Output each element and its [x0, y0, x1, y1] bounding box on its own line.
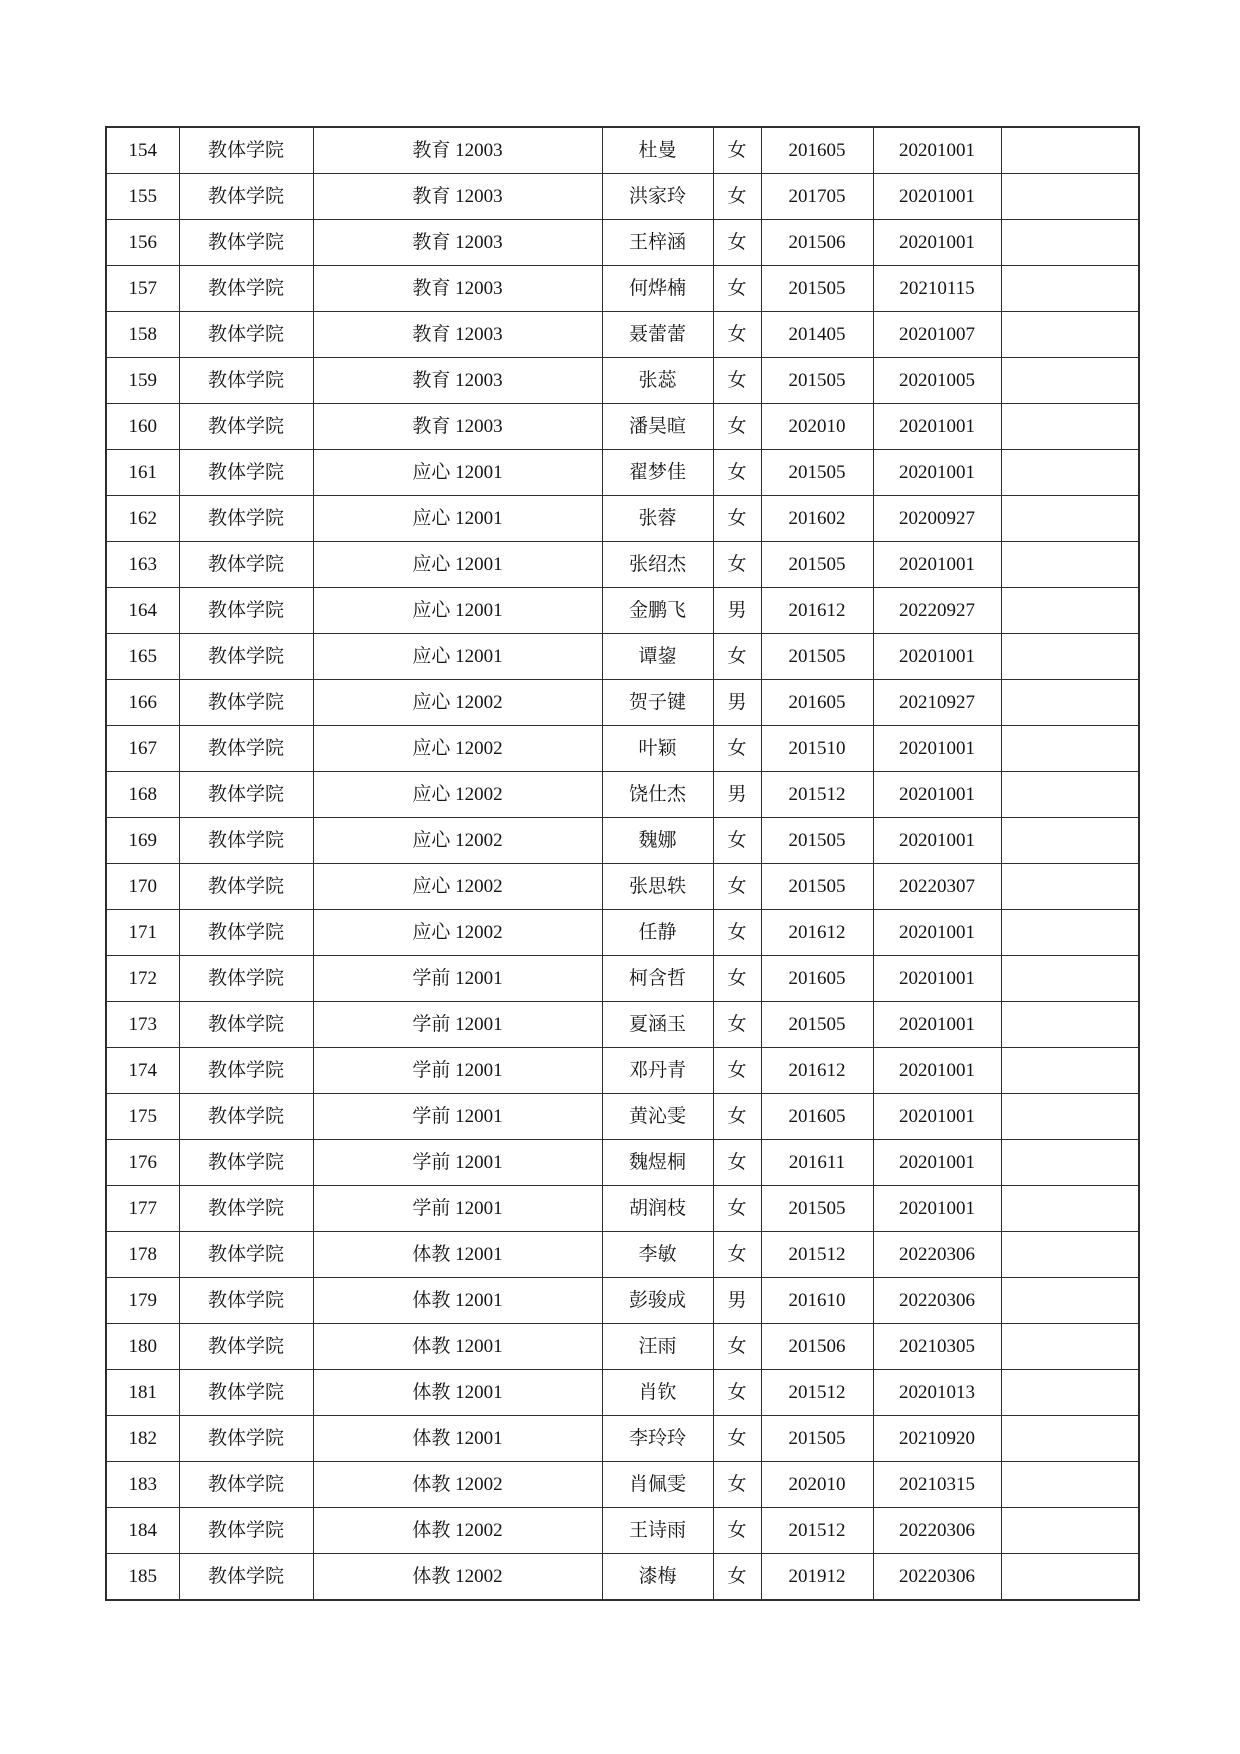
cell-gender: 女	[713, 404, 761, 450]
cell-gender: 女	[713, 1370, 761, 1416]
cell-no: 171	[106, 910, 179, 956]
cell-class-name: 教育 12003	[313, 312, 602, 358]
cell-class-name: 体教 12002	[313, 1554, 602, 1601]
table-row	[106, 127, 1139, 174]
cell-no: 175	[106, 1094, 179, 1140]
cell-date: 20220306	[873, 1232, 1001, 1278]
cell-gender: 女	[713, 450, 761, 496]
table-row	[106, 1002, 1139, 1048]
cell-name: 柯含哲	[602, 956, 713, 1002]
cell-date: 20201001	[873, 726, 1001, 772]
cell-code: 201505	[761, 542, 873, 588]
cell-class-name: 体教 12002	[313, 1462, 602, 1508]
cell-code: 201605	[761, 127, 873, 174]
cell-date: 20220306	[873, 1278, 1001, 1324]
cell-class-name: 应心 12001	[313, 496, 602, 542]
cell-college: 教体学院	[179, 496, 313, 542]
cell-date: 20201001	[873, 1186, 1001, 1232]
cell-code: 201505	[761, 450, 873, 496]
table-row	[106, 1232, 1139, 1278]
cell-no: 177	[106, 1186, 179, 1232]
cell-date: 20201005	[873, 358, 1001, 404]
table-row	[106, 1324, 1139, 1370]
cell-college: 教体学院	[179, 1554, 313, 1601]
table-row	[106, 266, 1139, 312]
table-row	[106, 726, 1139, 772]
cell-name: 魏煜桐	[602, 1140, 713, 1186]
cell-class-name: 体教 12001	[313, 1278, 602, 1324]
cell-note	[1001, 910, 1139, 956]
cell-code: 201612	[761, 588, 873, 634]
table-row	[106, 1048, 1139, 1094]
student-roster-table	[105, 126, 1140, 1601]
cell-date: 20201001	[873, 220, 1001, 266]
cell-gender: 女	[713, 1048, 761, 1094]
cell-gender: 女	[713, 634, 761, 680]
table-row	[106, 174, 1139, 220]
cell-date: 20220306	[873, 1508, 1001, 1554]
table-row	[106, 450, 1139, 496]
cell-college: 教体学院	[179, 266, 313, 312]
cell-code: 202010	[761, 404, 873, 450]
cell-code: 201512	[761, 772, 873, 818]
cell-date: 20201001	[873, 127, 1001, 174]
cell-date: 20201001	[873, 404, 1001, 450]
cell-note	[1001, 956, 1139, 1002]
table-row	[106, 588, 1139, 634]
cell-date: 20210315	[873, 1462, 1001, 1508]
cell-class-name: 体教 12001	[313, 1324, 602, 1370]
cell-date: 20220307	[873, 864, 1001, 910]
cell-date: 20201001	[873, 1048, 1001, 1094]
cell-class-name: 学前 12001	[313, 956, 602, 1002]
table-row	[106, 864, 1139, 910]
cell-note	[1001, 864, 1139, 910]
cell-college: 教体学院	[179, 542, 313, 588]
cell-gender: 男	[713, 772, 761, 818]
cell-name: 洪家玲	[602, 174, 713, 220]
cell-gender: 女	[713, 312, 761, 358]
cell-name: 夏涵玉	[602, 1002, 713, 1048]
table-row	[106, 1554, 1139, 1601]
cell-date: 20201001	[873, 174, 1001, 220]
cell-no: 184	[106, 1508, 179, 1554]
cell-no: 181	[106, 1370, 179, 1416]
cell-gender: 女	[713, 1416, 761, 1462]
cell-class-name: 教育 12003	[313, 220, 602, 266]
cell-no: 176	[106, 1140, 179, 1186]
cell-class-name: 体教 12001	[313, 1416, 602, 1462]
cell-no: 170	[106, 864, 179, 910]
cell-gender: 女	[713, 174, 761, 220]
cell-gender: 女	[713, 496, 761, 542]
cell-code: 201705	[761, 174, 873, 220]
cell-date: 20201001	[873, 450, 1001, 496]
cell-name: 何烨楠	[602, 266, 713, 312]
cell-note	[1001, 496, 1139, 542]
cell-note	[1001, 1186, 1139, 1232]
cell-college: 教体学院	[179, 1278, 313, 1324]
cell-code: 201505	[761, 1002, 873, 1048]
cell-code: 202010	[761, 1462, 873, 1508]
cell-date: 20201001	[873, 910, 1001, 956]
table-row	[106, 404, 1139, 450]
table-row	[106, 1462, 1139, 1508]
cell-note	[1001, 1140, 1139, 1186]
cell-college: 教体学院	[179, 1416, 313, 1462]
cell-no: 185	[106, 1554, 179, 1601]
cell-class-name: 应心 12001	[313, 634, 602, 680]
cell-class-name: 教育 12003	[313, 174, 602, 220]
cell-name: 王梓涵	[602, 220, 713, 266]
cell-gender: 女	[713, 266, 761, 312]
cell-no: 178	[106, 1232, 179, 1278]
cell-college: 教体学院	[179, 358, 313, 404]
cell-code: 201512	[761, 1370, 873, 1416]
cell-code: 201605	[761, 680, 873, 726]
cell-college: 教体学院	[179, 1370, 313, 1416]
cell-name: 金鹏飞	[602, 588, 713, 634]
cell-code: 201505	[761, 864, 873, 910]
cell-class-name: 教育 12003	[313, 266, 602, 312]
cell-note	[1001, 1232, 1139, 1278]
cell-no: 169	[106, 818, 179, 864]
cell-gender: 女	[713, 910, 761, 956]
cell-no: 155	[106, 174, 179, 220]
cell-gender: 女	[713, 818, 761, 864]
cell-class-name: 学前 12001	[313, 1048, 602, 1094]
cell-no: 174	[106, 1048, 179, 1094]
cell-code: 201611	[761, 1140, 873, 1186]
table-row	[106, 312, 1139, 358]
table-row	[106, 542, 1139, 588]
cell-date: 20201013	[873, 1370, 1001, 1416]
cell-no: 183	[106, 1462, 179, 1508]
cell-note	[1001, 1324, 1139, 1370]
cell-code: 201605	[761, 956, 873, 1002]
cell-name: 杜曼	[602, 127, 713, 174]
table-row	[106, 1140, 1139, 1186]
cell-note	[1001, 1002, 1139, 1048]
cell-note	[1001, 266, 1139, 312]
cell-college: 教体学院	[179, 772, 313, 818]
cell-college: 教体学院	[179, 680, 313, 726]
cell-no: 162	[106, 496, 179, 542]
table-row	[106, 358, 1139, 404]
cell-class-name: 体教 12002	[313, 1508, 602, 1554]
cell-date: 20201001	[873, 1094, 1001, 1140]
cell-class-name: 应心 12001	[313, 542, 602, 588]
cell-gender: 女	[713, 127, 761, 174]
cell-no: 158	[106, 312, 179, 358]
cell-name: 张绍杰	[602, 542, 713, 588]
cell-code: 201612	[761, 910, 873, 956]
cell-code: 201405	[761, 312, 873, 358]
cell-class-name: 应心 12002	[313, 680, 602, 726]
cell-no: 159	[106, 358, 179, 404]
cell-name: 谭鋆	[602, 634, 713, 680]
cell-gender: 男	[713, 1278, 761, 1324]
cell-date: 20201001	[873, 1002, 1001, 1048]
cell-note	[1001, 1416, 1139, 1462]
cell-code: 201912	[761, 1554, 873, 1601]
cell-gender: 女	[713, 1462, 761, 1508]
cell-code: 201505	[761, 266, 873, 312]
cell-note	[1001, 588, 1139, 634]
cell-note	[1001, 1554, 1139, 1601]
cell-college: 教体学院	[179, 1048, 313, 1094]
cell-college: 教体学院	[179, 910, 313, 956]
cell-class-name: 教育 12003	[313, 404, 602, 450]
cell-college: 教体学院	[179, 1508, 313, 1554]
cell-gender: 女	[713, 358, 761, 404]
cell-college: 教体学院	[179, 127, 313, 174]
cell-no: 161	[106, 450, 179, 496]
cell-gender: 女	[713, 1094, 761, 1140]
cell-class-name: 体教 12001	[313, 1232, 602, 1278]
cell-gender: 女	[713, 726, 761, 772]
cell-note	[1001, 726, 1139, 772]
cell-no: 167	[106, 726, 179, 772]
cell-class-name: 应心 12002	[313, 818, 602, 864]
cell-name: 肖钦	[602, 1370, 713, 1416]
cell-note	[1001, 680, 1139, 726]
cell-note	[1001, 127, 1139, 174]
cell-college: 教体学院	[179, 1232, 313, 1278]
cell-college: 教体学院	[179, 1462, 313, 1508]
cell-class-name: 学前 12001	[313, 1186, 602, 1232]
table-row	[106, 1508, 1139, 1554]
cell-code: 201505	[761, 1186, 873, 1232]
table-row	[106, 1370, 1139, 1416]
cell-college: 教体学院	[179, 1186, 313, 1232]
cell-note	[1001, 1462, 1139, 1508]
cell-no: 157	[106, 266, 179, 312]
cell-name: 汪雨	[602, 1324, 713, 1370]
cell-college: 教体学院	[179, 864, 313, 910]
cell-name: 黄沁雯	[602, 1094, 713, 1140]
cell-name: 肖佩雯	[602, 1462, 713, 1508]
cell-name: 李玲玲	[602, 1416, 713, 1462]
cell-date: 20210115	[873, 266, 1001, 312]
cell-date: 20220306	[873, 1554, 1001, 1601]
cell-college: 教体学院	[179, 1140, 313, 1186]
cell-gender: 女	[713, 220, 761, 266]
cell-class-name: 教育 12003	[313, 358, 602, 404]
table-row	[106, 1094, 1139, 1140]
cell-college: 教体学院	[179, 726, 313, 772]
cell-college: 教体学院	[179, 956, 313, 1002]
cell-name: 叶颖	[602, 726, 713, 772]
cell-gender: 女	[713, 1232, 761, 1278]
cell-gender: 女	[713, 1324, 761, 1370]
cell-no: 172	[106, 956, 179, 1002]
cell-name: 张蕊	[602, 358, 713, 404]
cell-date: 20210305	[873, 1324, 1001, 1370]
table-row	[106, 680, 1139, 726]
cell-no: 156	[106, 220, 179, 266]
table-row	[106, 1186, 1139, 1232]
cell-college: 教体学院	[179, 312, 313, 358]
cell-note	[1001, 220, 1139, 266]
cell-note	[1001, 1508, 1139, 1554]
cell-gender: 女	[713, 542, 761, 588]
cell-code: 201505	[761, 818, 873, 864]
cell-code: 201512	[761, 1508, 873, 1554]
cell-name: 张思轶	[602, 864, 713, 910]
cell-no: 154	[106, 127, 179, 174]
cell-no: 160	[106, 404, 179, 450]
cell-name: 饶仕杰	[602, 772, 713, 818]
cell-class-name: 学前 12001	[313, 1002, 602, 1048]
cell-note	[1001, 818, 1139, 864]
cell-gender: 女	[713, 1140, 761, 1186]
cell-code: 201612	[761, 1048, 873, 1094]
cell-name: 翟梦佳	[602, 450, 713, 496]
cell-college: 教体学院	[179, 450, 313, 496]
cell-no: 179	[106, 1278, 179, 1324]
cell-college: 教体学院	[179, 1002, 313, 1048]
cell-date: 20220927	[873, 588, 1001, 634]
cell-note	[1001, 1370, 1139, 1416]
cell-note	[1001, 542, 1139, 588]
cell-date: 20201001	[873, 634, 1001, 680]
cell-code: 201610	[761, 1278, 873, 1324]
cell-note	[1001, 450, 1139, 496]
cell-name: 彭骏成	[602, 1278, 713, 1324]
cell-class-name: 学前 12001	[313, 1094, 602, 1140]
table-row	[106, 634, 1139, 680]
cell-code: 201506	[761, 220, 873, 266]
cell-code: 201512	[761, 1232, 873, 1278]
cell-no: 180	[106, 1324, 179, 1370]
cell-no: 173	[106, 1002, 179, 1048]
cell-gender: 女	[713, 956, 761, 1002]
cell-college: 教体学院	[179, 634, 313, 680]
cell-date: 20201001	[873, 956, 1001, 1002]
cell-college: 教体学院	[179, 818, 313, 864]
cell-code: 201510	[761, 726, 873, 772]
cell-code: 201602	[761, 496, 873, 542]
cell-note	[1001, 1094, 1139, 1140]
cell-no: 166	[106, 680, 179, 726]
table-body	[106, 127, 1139, 1600]
table-row	[106, 910, 1139, 956]
cell-class-name: 学前 12001	[313, 1140, 602, 1186]
cell-no: 164	[106, 588, 179, 634]
table-row	[106, 496, 1139, 542]
cell-class-name: 体教 12001	[313, 1370, 602, 1416]
cell-name: 任静	[602, 910, 713, 956]
cell-college: 教体学院	[179, 174, 313, 220]
cell-date: 20200927	[873, 496, 1001, 542]
cell-note	[1001, 1048, 1139, 1094]
cell-name: 邓丹青	[602, 1048, 713, 1094]
table-row	[106, 818, 1139, 864]
table-row	[106, 1278, 1139, 1324]
cell-code: 201605	[761, 1094, 873, 1140]
cell-college: 教体学院	[179, 404, 313, 450]
cell-gender: 女	[713, 1186, 761, 1232]
cell-class-name: 教育 12003	[313, 127, 602, 174]
cell-name: 潘昊暄	[602, 404, 713, 450]
cell-note	[1001, 358, 1139, 404]
cell-date: 20201001	[873, 772, 1001, 818]
cell-college: 教体学院	[179, 588, 313, 634]
cell-note	[1001, 1278, 1139, 1324]
table-row	[106, 220, 1139, 266]
cell-no: 168	[106, 772, 179, 818]
cell-college: 教体学院	[179, 1094, 313, 1140]
cell-name: 王诗雨	[602, 1508, 713, 1554]
cell-name: 李敏	[602, 1232, 713, 1278]
cell-note	[1001, 634, 1139, 680]
cell-class-name: 应心 12002	[313, 910, 602, 956]
cell-code: 201506	[761, 1324, 873, 1370]
cell-date: 20201001	[873, 1140, 1001, 1186]
cell-date: 20201007	[873, 312, 1001, 358]
cell-note	[1001, 312, 1139, 358]
cell-note	[1001, 174, 1139, 220]
cell-code: 201505	[761, 634, 873, 680]
cell-gender: 女	[713, 864, 761, 910]
table-row	[106, 772, 1139, 818]
cell-name: 聂蕾蕾	[602, 312, 713, 358]
cell-no: 165	[106, 634, 179, 680]
cell-date: 20210927	[873, 680, 1001, 726]
cell-class-name: 应心 12001	[313, 588, 602, 634]
cell-name: 张蓉	[602, 496, 713, 542]
cell-name: 胡润枝	[602, 1186, 713, 1232]
cell-date: 20201001	[873, 818, 1001, 864]
table-row	[106, 1416, 1139, 1462]
cell-date: 20210920	[873, 1416, 1001, 1462]
cell-gender: 男	[713, 588, 761, 634]
cell-no: 163	[106, 542, 179, 588]
cell-date: 20201001	[873, 542, 1001, 588]
cell-college: 教体学院	[179, 220, 313, 266]
cell-name: 贺子键	[602, 680, 713, 726]
cell-name: 漆梅	[602, 1554, 713, 1601]
cell-code: 201505	[761, 1416, 873, 1462]
cell-gender: 男	[713, 680, 761, 726]
cell-gender: 女	[713, 1554, 761, 1601]
cell-college: 教体学院	[179, 1324, 313, 1370]
cell-name: 魏娜	[602, 818, 713, 864]
cell-note	[1001, 772, 1139, 818]
cell-note	[1001, 404, 1139, 450]
cell-class-name: 应心 12002	[313, 772, 602, 818]
cell-class-name: 应心 12002	[313, 726, 602, 772]
cell-class-name: 应心 12002	[313, 864, 602, 910]
cell-no: 182	[106, 1416, 179, 1462]
cell-gender: 女	[713, 1508, 761, 1554]
cell-class-name: 应心 12001	[313, 450, 602, 496]
cell-code: 201505	[761, 358, 873, 404]
table-row	[106, 956, 1139, 1002]
cell-gender: 女	[713, 1002, 761, 1048]
